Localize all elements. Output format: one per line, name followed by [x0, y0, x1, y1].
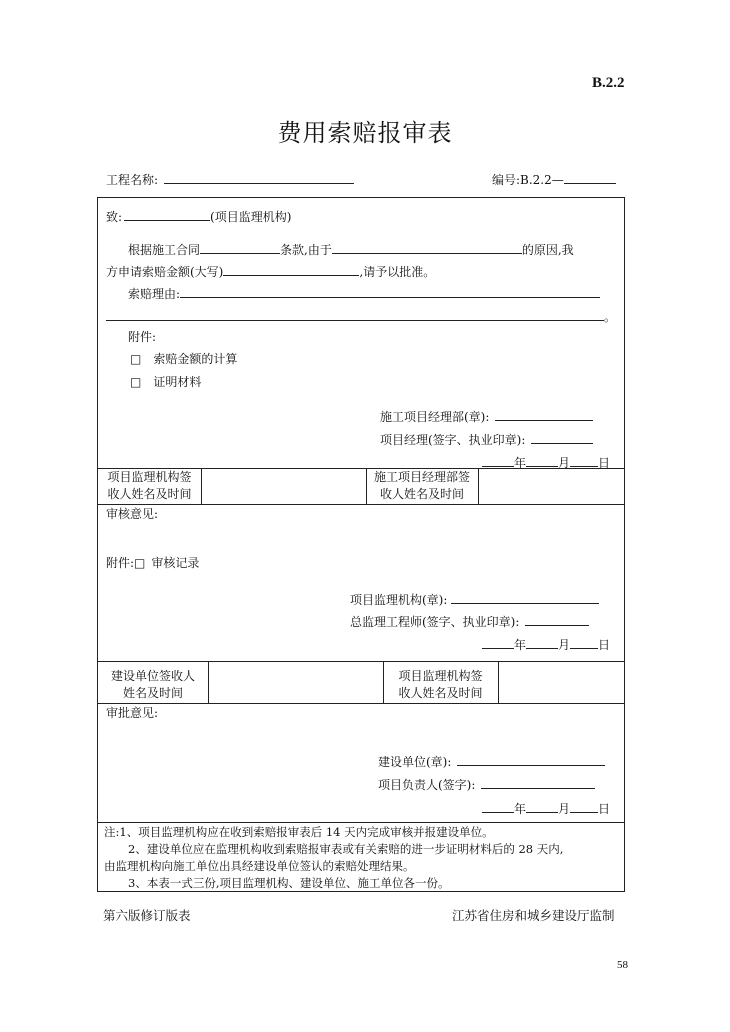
- note-2: 2、建设单位应在监理机构收到索赔报审表或有关索赔的进一步证明材料后的 28 天内,: [128, 842, 564, 856]
- form-number-label: 编号:B.2.2—: [492, 173, 564, 187]
- supervisor-org-signature: 项目监理机构(章):: [350, 591, 599, 608]
- note-3: 3、本表一式三份,项目监理机构、建设单位、施工单位各一份。: [128, 876, 450, 890]
- attachment-item-proof: □ 证明材料: [130, 375, 202, 389]
- receipt-value-contractor[interactable]: [479, 469, 624, 503]
- claim-amount-line: 方申请索赔金额(大写) ,请予以批准。: [106, 265, 436, 279]
- note-2-cont: 由监理机构向施工单位出具经建设单位签认的索赔处理结果。: [104, 859, 415, 873]
- date-line-1: 年 月 日: [482, 454, 610, 471]
- project-name-label: 工程名称:: [106, 173, 159, 187]
- chief-engineer-signature: 总监理工程师(签字、执业印章):: [350, 613, 589, 630]
- footer-right: 江苏省住房和城乡建设厅监制: [452, 908, 615, 923]
- footer-left: 第六版修订版表: [103, 908, 191, 923]
- owner-unit-signature: 建设单位(章):: [378, 753, 605, 770]
- form-number-blank: [564, 171, 616, 184]
- review-attachment-line: 附件:□ 审核记录: [106, 556, 200, 570]
- addressee-line: 致: (项目监理机构): [106, 210, 292, 224]
- contract-line: 根据施工合同 条款,由于 的原因,我: [128, 243, 574, 257]
- receipt-label-contractor: 施工项目经理部签 收人姓名及时间: [373, 470, 470, 501]
- date-line-3: 年 月 日: [482, 800, 610, 817]
- project-manager-signature: 项目经理(签字、执业印章):: [380, 431, 593, 448]
- page-number: 58: [617, 959, 628, 971]
- approval-opinion-label: 审批意见:: [106, 706, 159, 720]
- claim-reason-line-2: 。: [106, 308, 616, 325]
- receipt-value-supervisor-2[interactable]: [499, 662, 624, 702]
- receipt-label-supervisor: 项目监理机构签 收人姓名及时间: [107, 470, 192, 501]
- date-line-2: 年 月 日: [482, 636, 610, 653]
- project-name-blank: [164, 171, 354, 184]
- review-opinion-label: 审核意见:: [106, 507, 159, 521]
- project-leader-signature: 项目负责人(签字):: [378, 776, 595, 793]
- form-table: [97, 197, 625, 892]
- attachments-label: 附件:: [128, 330, 157, 344]
- form-code: B.2.2: [592, 75, 625, 91]
- claim-reason-line: 索赔理由:: [128, 285, 600, 302]
- project-name-field: [106, 171, 354, 188]
- receipt-value-owner[interactable]: [209, 662, 382, 702]
- divider: [98, 703, 624, 704]
- checkbox-icon[interactable]: □: [134, 556, 146, 570]
- divider: [98, 504, 624, 505]
- checkbox-icon[interactable]: □: [130, 375, 142, 389]
- divider: [98, 822, 624, 823]
- note-1: 注:1、项目监理机构应在收到索赔报审表后 14 天内完成审核并报建设单位。: [104, 825, 494, 839]
- receipt-label-owner: 建设单位签收人 姓名及时间: [110, 669, 195, 700]
- contractor-dept-signature: 施工项目经理部(章):: [380, 408, 593, 425]
- receipt-value-supervisor[interactable]: [202, 469, 365, 503]
- form-number-field: [492, 171, 616, 188]
- receipt-label-supervisor-2: 项目监理机构签 收人姓名及时间: [398, 669, 483, 700]
- attachment-item-claim-calc: □ 索赔金额的计算: [130, 352, 238, 366]
- checkbox-icon[interactable]: □: [130, 352, 142, 366]
- page-title: 费用索赔报审表: [277, 119, 453, 147]
